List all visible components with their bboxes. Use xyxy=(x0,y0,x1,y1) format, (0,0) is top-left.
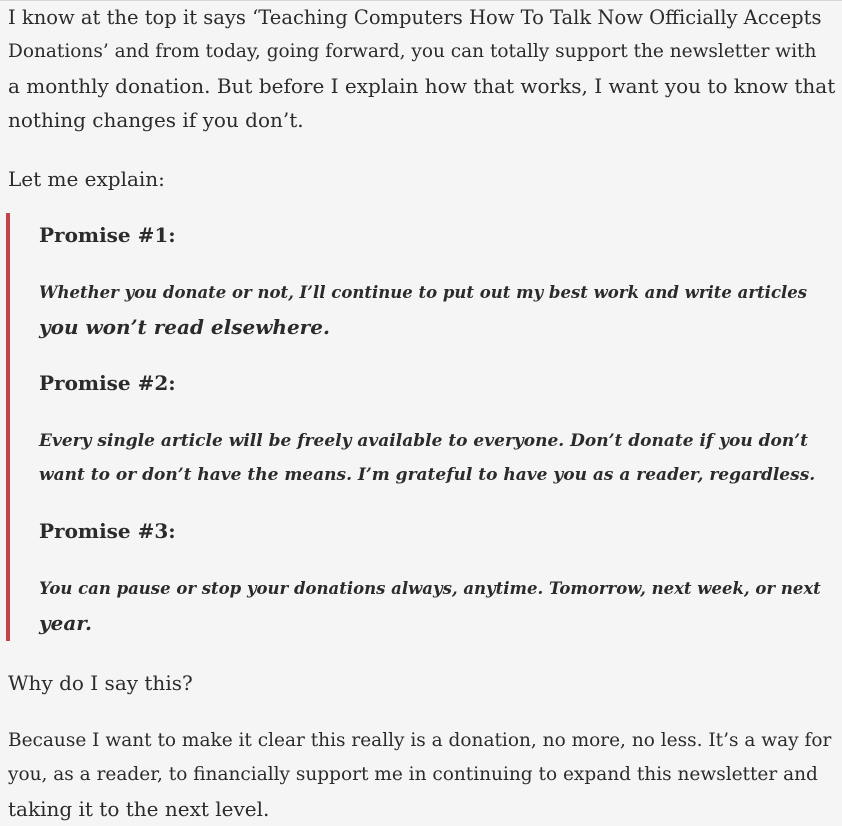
promise-text-line: year. xyxy=(39,611,92,635)
promises-blockquote xyxy=(6,213,836,641)
promise-text-line: You can pause or stop your donations always, anytime. Tomorrow, next week, or next xyxy=(39,579,821,598)
promise-label: Promise #3: xyxy=(39,519,176,543)
promise-text-line: want to or don’t have the means. I’m grateful to have you as a reader, regardless. xyxy=(39,465,816,485)
because-line: taking it to the next level. xyxy=(8,797,270,821)
promise-label: Promise #2: xyxy=(39,371,176,395)
promise-label: Promise #1: xyxy=(39,223,176,247)
promise-text-line: you won’t read elsewhere. xyxy=(39,315,330,339)
why-paragraph: Why do I say this? xyxy=(8,671,193,695)
because-line: Because I want to make it clear this really is a donation, no more, no less. It’s a way for xyxy=(8,730,832,751)
intro-line: Donations’ and from today, going forward, you can totally support the newsletter with xyxy=(8,41,817,62)
intro-line: nothing changes if you don’t. xyxy=(8,108,304,132)
promise-text-line: Every single article will be freely available to everyone. Don’t donate if you don’t xyxy=(39,431,808,451)
because-line: you, as a reader, to financially support me in continuing to expand this newsletter and xyxy=(8,764,818,785)
promise-text-line: Whether you donate or not, I’ll continue to put out my best work and write articles xyxy=(39,283,808,302)
explain-paragraph: Let me explain: xyxy=(8,167,165,191)
intro-line: I know at the top it says ‘Teaching Computers How To Talk Now Officially Accepts xyxy=(8,6,822,29)
intro-line: a monthly donation. But before I explain how that works, I want you to know that xyxy=(8,74,836,98)
